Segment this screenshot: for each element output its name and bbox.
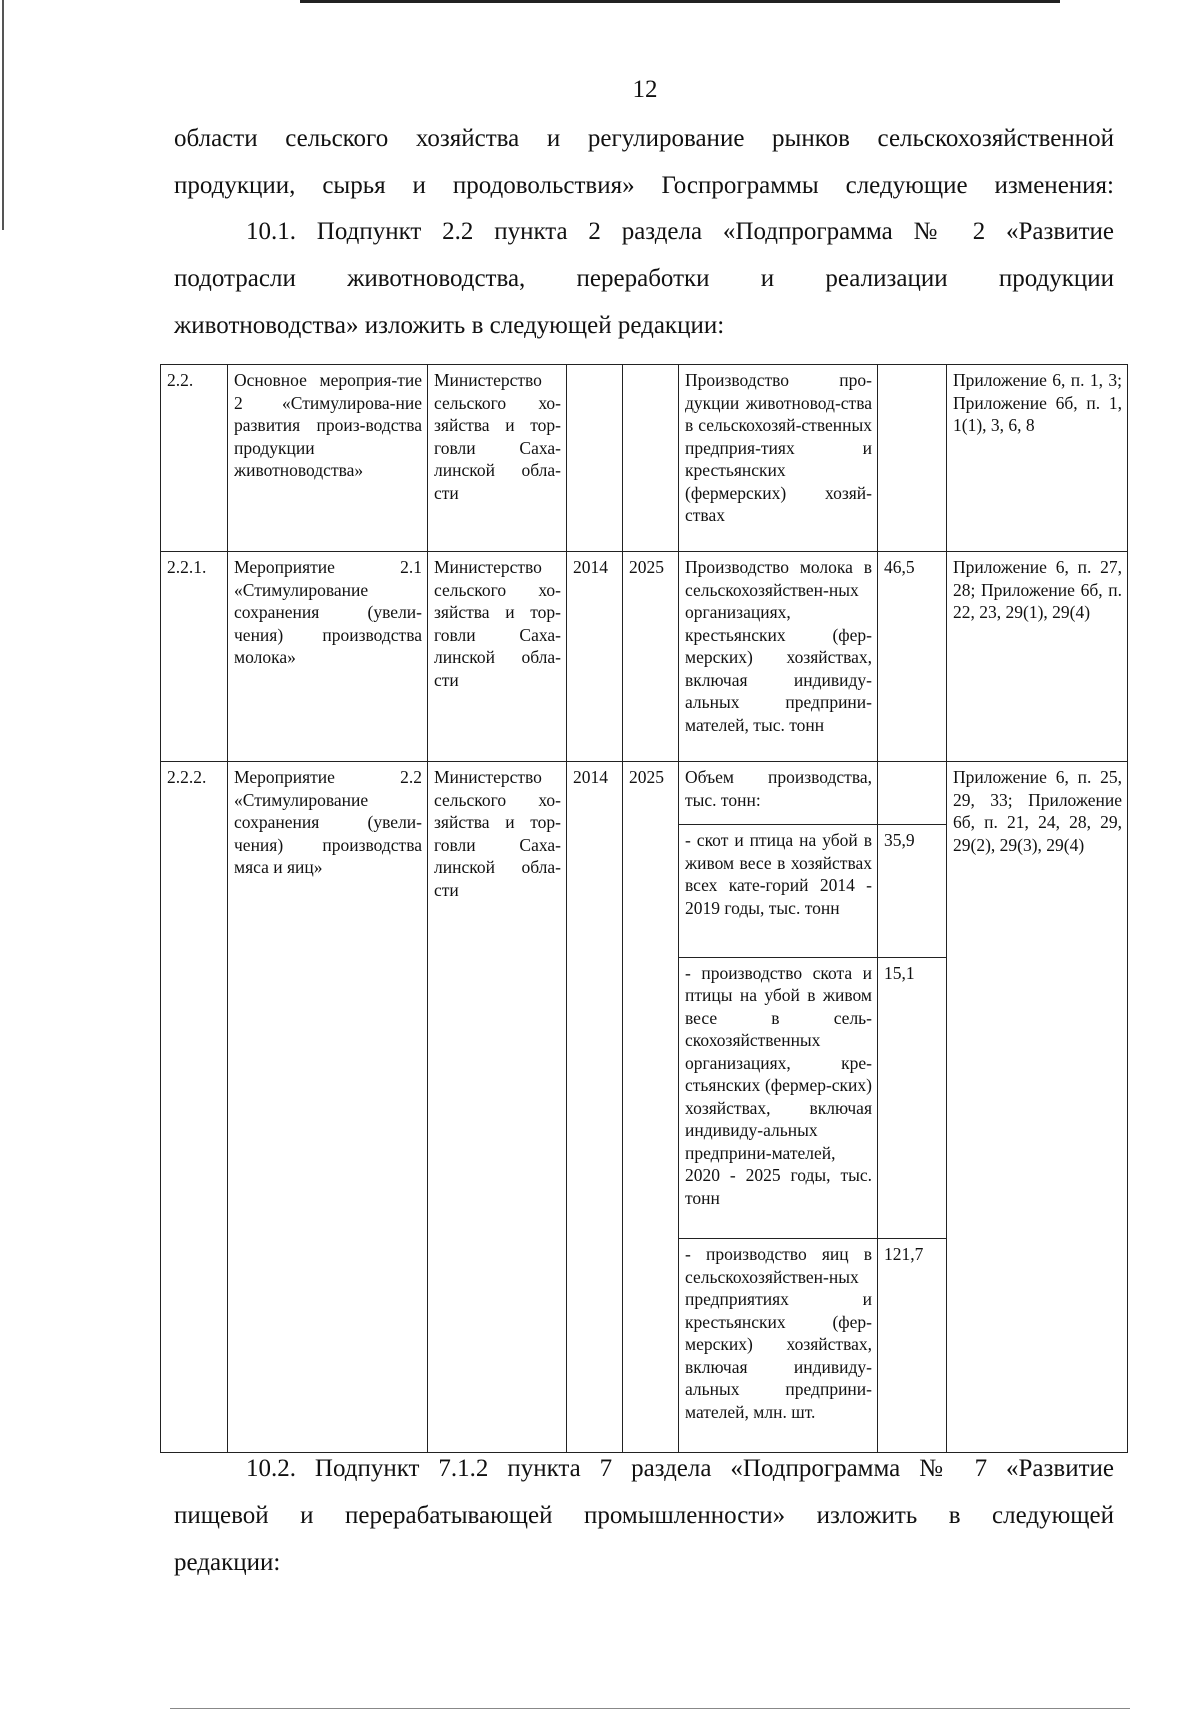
executor: Министерство сельского хо-зяйства и тор-говли Саха-линской обла-сти [428, 552, 567, 762]
measures-table [160, 364, 1128, 1453]
end-year [623, 365, 679, 552]
start-year: 2014 [567, 762, 623, 1453]
executor: Министерство сельского хо-зяйства и тор-говли Саха-линской обла-сти [428, 762, 567, 1453]
page-number: 12 [632, 76, 658, 103]
measure-name: Мероприятие 2.2 «Стимулирование сохранения (увели-чения) производства мяса и яиц» [228, 762, 428, 1453]
indicator-value: 15,1 [878, 957, 947, 1238]
indicator-value: 46,5 [878, 552, 947, 762]
indicator-value: 121,7 [878, 1239, 947, 1453]
start-year [567, 365, 623, 552]
item-10-1-line-3: животноводства» изложить в следующей редакции: [174, 312, 725, 339]
indicator: Объем производства, тыс. тонн: [679, 762, 878, 825]
table-row [161, 552, 1128, 762]
executor: Министерство сельского хо-зяйства и тор-говли Саха-линской обла-сти [428, 365, 567, 552]
table-row [161, 365, 1128, 552]
appendix-link: Приложение 6, п. 27, 28; Приложение 6б, п. 22, 23, 29(1), 29(4) [947, 552, 1128, 762]
intro-line-2: продукции, сырья и продовольствия» Госпрограммы следующие изменения: [174, 172, 1114, 199]
indicator-value: 35,9 [878, 825, 947, 957]
end-year: 2025 [623, 552, 679, 762]
appendix-link: Приложение 6, п. 25, 29, 33; Приложение 6б, п. 21, 24, 28, 29, 29(2), 29(3), 29(4) [947, 762, 1128, 1453]
row-number: 2.2.2. [161, 762, 228, 1453]
row-number: 2.2.1. [161, 552, 228, 762]
item-10-2-line-3: редакции: [174, 1549, 281, 1576]
row-number: 2.2. [161, 365, 228, 552]
indicator: Производство молока в сельскохозяйствен-ных организациях, крестьянских (фер-мерских) хозяйствах, включая индивиду-альных предприни-мателей, тыс. тонн [679, 552, 878, 762]
item-10-2-line-1: 10.2. Подпункт 7.1.2 пункта 7 раздела «Подпрограмма № 7 «Развитие [246, 1455, 1114, 1482]
end-year: 2025 [623, 762, 679, 1453]
indicator-value [878, 365, 947, 552]
scan-artifact-bottom [170, 1708, 1130, 1709]
item-10-1-line-2: подотрасли животноводства, переработки и реализации продукции [174, 265, 1114, 292]
measure-name: Мероприятие 2.1 «Стимулирование сохранения (увели-чения) производства молока» [228, 552, 428, 762]
appendix-link: Приложение 6, п. 1, 3; Приложение 6б, п. 1, 1(1), 3, 6, 8 [947, 365, 1128, 552]
indicator: - скот и птица на убой в живом весе в хозяйствах всех кате-горий 2014 - 2019 годы, тыс. тонн [679, 825, 878, 957]
indicator-value [878, 762, 947, 825]
item-10-2-line-2: пищевой и перерабатывающей промышленности» изложить в следующей [174, 1502, 1114, 1529]
intro-line-1: области сельского хозяйства и регулирование рынков сельскохозяйственной [174, 125, 1114, 152]
scan-artifact-top [300, 0, 1060, 3]
table-row [161, 762, 1128, 825]
indicator: Производство про-дукции животновод-ства в сельскохозяй-ственных предприя-тиях и крестьянских (фермерских) хозяй-ствах [679, 365, 878, 552]
indicator: - производство скота и птицы на убой в живом весе в сель-скохозяйственных организациях, кре-стьянских (фермер-ских) хозяйствах, включая индивиду-альных предприни-мателей, 2020 - 2025 годы, тыс. тонн [679, 957, 878, 1238]
item-10-1-line-1: 10.1. Подпункт 2.2 пункта 2 раздела «Подпрограмма № 2 «Развитие [246, 218, 1114, 245]
measure-name: Основное мероприя-тие 2 «Стимулирова-ние развития произ-водства продукции животноводства» [228, 365, 428, 552]
start-year: 2014 [567, 552, 623, 762]
scan-artifact-left [2, 0, 4, 230]
indicator: - производство яиц в сельскохозяйствен-ных предприятиях и крестьянских (фер-мерских) хозяйствах, включая индивиду-альных предприни-мателей, млн. шт. [679, 1239, 878, 1453]
